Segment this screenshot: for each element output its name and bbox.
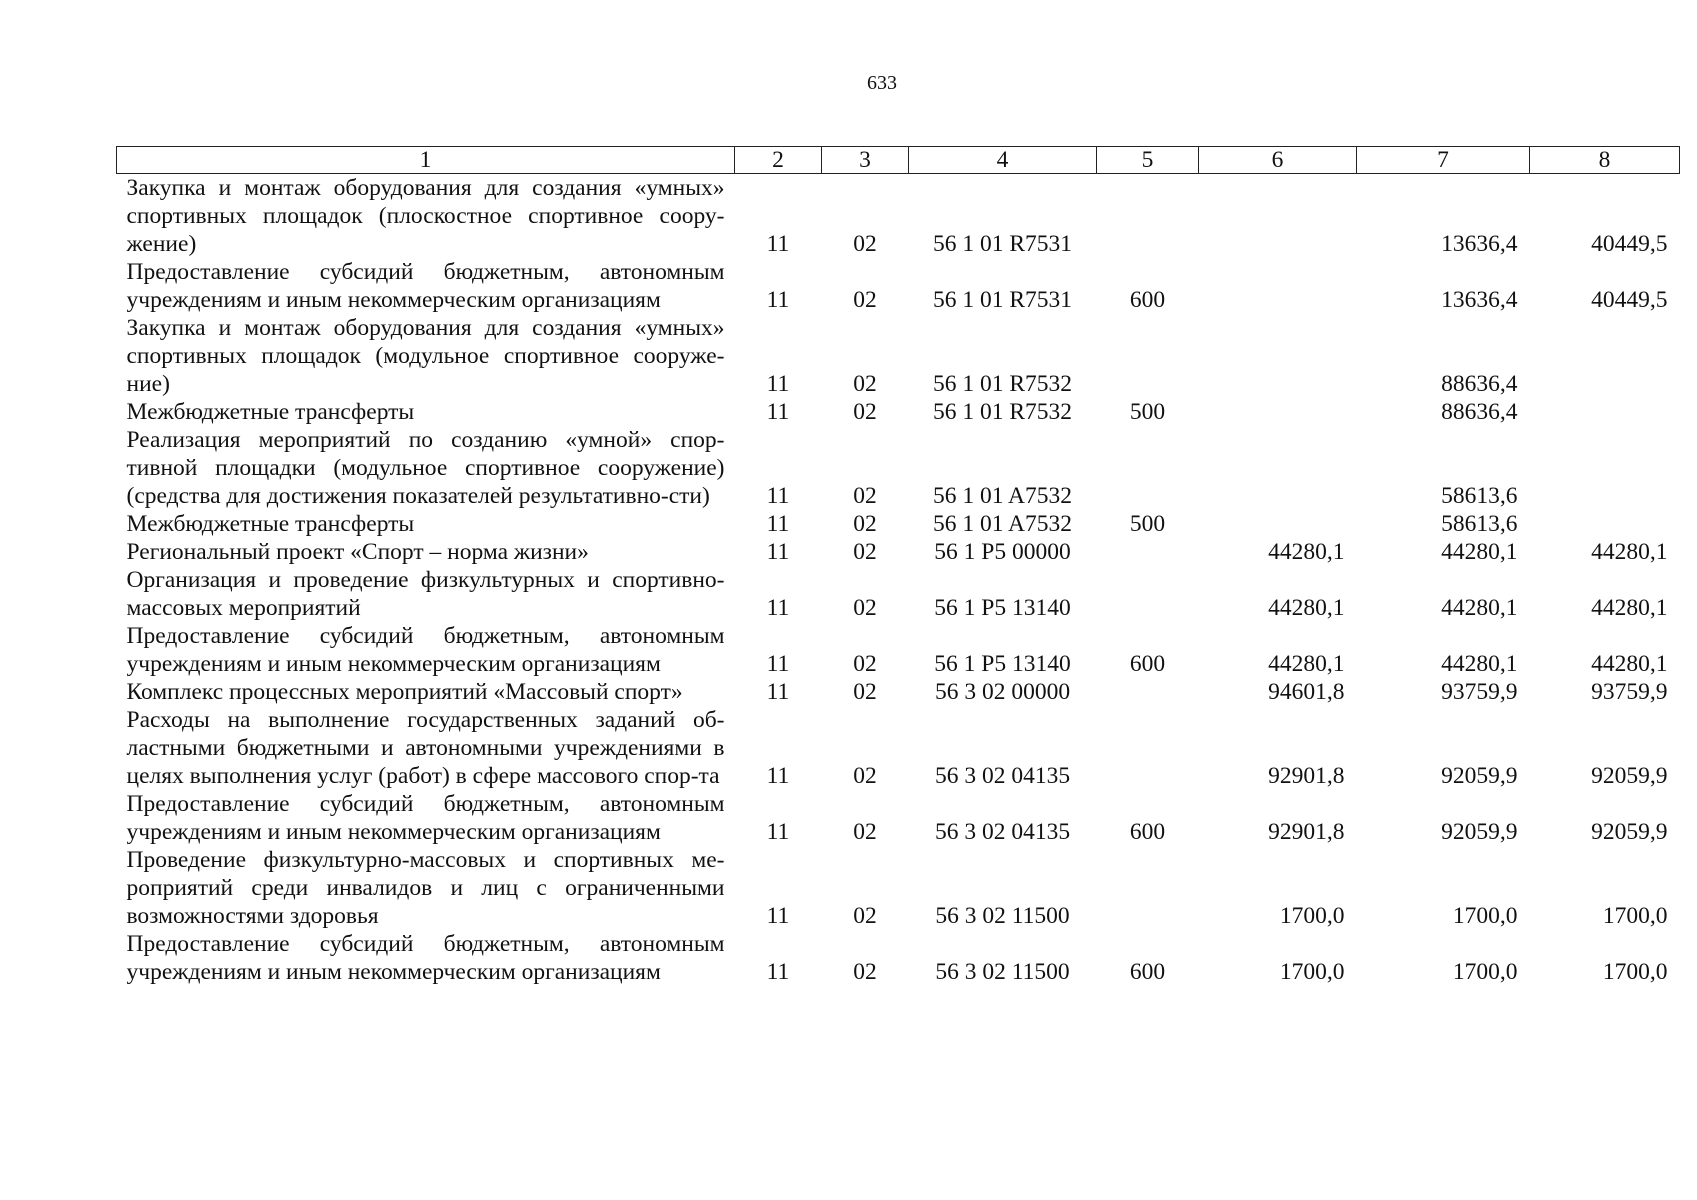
- cell-expense-type: 500: [1129, 511, 1166, 537]
- table-header: [117, 147, 1680, 174]
- cell-subsection: 02: [853, 399, 877, 425]
- cell-expense-type: [1097, 846, 1199, 930]
- cell-target-code: 56 1 01 A7532: [932, 511, 1073, 537]
- cell-section: 11: [766, 483, 790, 509]
- cell-subsection: 02: [853, 483, 877, 509]
- cell-target-code: 56 3 02 04135: [934, 819, 1071, 845]
- cell-amount-col8: 44280,1: [1591, 651, 1668, 677]
- cell-amount-col8: 93759,9: [1591, 679, 1668, 705]
- table-row: [117, 174, 1680, 259]
- cell-amount-col6: [1199, 258, 1357, 314]
- cell-amount-col6: [1199, 510, 1357, 538]
- cell-expense-type: [1097, 314, 1199, 398]
- cell-section: 11: [766, 651, 790, 677]
- cell-amount-col6: [1199, 314, 1357, 398]
- cell-section: 11: [766, 679, 790, 705]
- column-header-6: 6: [1199, 147, 1357, 174]
- column-header-2: 2: [735, 147, 822, 174]
- cell-expense-type: 600: [1129, 651, 1166, 677]
- cell-target-code: 56 1 01 R7532: [932, 371, 1073, 397]
- cell-name: Закупка и монтаж оборудования для создания «умных» спортивных площадок (модульное спортивное сооруже-ние): [126, 315, 725, 397]
- cell-section: 11: [766, 539, 790, 565]
- cell-subsection: 02: [853, 819, 877, 845]
- cell-subsection: 02: [853, 651, 877, 677]
- cell-subsection: 02: [853, 903, 877, 929]
- cell-amount-col6: 44280,1: [1268, 651, 1345, 677]
- table-row: [117, 622, 1680, 678]
- cell-name: Закупка и монтаж оборудования для создания «умных» спортивных площадок (плоскостное спортивное соору-жение): [126, 175, 725, 257]
- cell-name: Межбюджетные трансферты: [126, 399, 415, 425]
- cell-amount-col7: 88636,4: [1441, 399, 1518, 425]
- cell-subsection: 02: [853, 371, 877, 397]
- table-row: [117, 566, 1680, 622]
- cell-section: 11: [766, 595, 790, 621]
- cell-amount-col7: 92059,9: [1441, 819, 1518, 845]
- table-row: [117, 706, 1680, 790]
- cell-name: Предоставление субсидий бюджетным, автономным учреждениям и иным некоммерческим организациям: [126, 623, 725, 677]
- cell-amount-col7: 13636,4: [1441, 231, 1518, 257]
- cell-subsection: 02: [853, 679, 877, 705]
- cell-expense-type: 500: [1129, 399, 1166, 425]
- cell-name: Предоставление субсидий бюджетным, автономным учреждениям и иным некоммерческим организациям: [126, 931, 725, 985]
- page-number: 633: [867, 72, 897, 94]
- cell-subsection: 02: [853, 511, 877, 537]
- cell-amount-col6: 94601,8: [1268, 679, 1345, 705]
- cell-expense-type: [1097, 538, 1199, 566]
- cell-subsection: 02: [853, 287, 877, 313]
- cell-name: Расходы на выполнение государственных заданий об-ластными бюджетными и автономными учреждениями в целях выполнения услуг (работ) в сфере массового спор-та: [126, 707, 725, 789]
- cell-expense-type: [1097, 566, 1199, 622]
- cell-name: Реализация мероприятий по созданию «умной» спор-тивной площадки (модульное спортивное сооружение) (средства для достижения показателей результативно-сти): [126, 427, 725, 509]
- cell-amount-col8: 92059,9: [1591, 763, 1668, 789]
- cell-section: 11: [766, 903, 790, 929]
- cell-amount-col6: [1199, 398, 1357, 426]
- cell-subsection: 02: [853, 595, 877, 621]
- header-row: [117, 147, 1680, 174]
- cell-expense-type: 600: [1129, 819, 1166, 845]
- column-header-4: 4: [909, 147, 1097, 174]
- cell-amount-col8: 92059,9: [1591, 819, 1668, 845]
- cell-amount-col6: 1700,0: [1279, 903, 1345, 929]
- cell-target-code: 56 1 01 A7532: [932, 483, 1073, 509]
- cell-subsection: 02: [853, 231, 877, 257]
- cell-amount-col7: 44280,1: [1441, 651, 1518, 677]
- table-row: [117, 314, 1680, 398]
- table-row: [117, 678, 1680, 706]
- cell-amount-col6: 44280,1: [1268, 595, 1345, 621]
- cell-amount-col6: 92901,8: [1268, 819, 1345, 845]
- table-row: [117, 846, 1680, 930]
- cell-amount-col7: 58613,6: [1441, 483, 1518, 509]
- cell-name: Проведение физкультурно-массовых и спортивных ме-роприятий среди инвалидов и лиц с ограниченными возможностями здоровья: [126, 847, 725, 929]
- cell-target-code: 56 3 02 11500: [935, 959, 1070, 985]
- column-header-5: 5: [1097, 147, 1199, 174]
- cell-name: Межбюджетные трансферты: [126, 511, 415, 537]
- table-body: [117, 174, 1680, 987]
- cell-amount-col8: 40449,5: [1591, 287, 1668, 313]
- cell-expense-type: 600: [1129, 287, 1166, 313]
- cell-amount-col7: 44280,1: [1441, 595, 1518, 621]
- cell-target-code: 56 1 01 R7531: [932, 287, 1073, 313]
- cell-expense-type: [1097, 706, 1199, 790]
- cell-amount-col8: 40449,5: [1591, 231, 1668, 257]
- cell-target-code: 56 1 01 R7532: [932, 399, 1073, 425]
- table-row: [117, 398, 1680, 426]
- cell-target-code: 56 1 P5 13140: [934, 651, 1071, 677]
- cell-amount-col8: [1530, 398, 1680, 426]
- cell-amount-col8: 1700,0: [1602, 959, 1668, 985]
- cell-target-code: 56 3 02 11500: [935, 903, 1070, 929]
- column-header-7: 7: [1357, 147, 1530, 174]
- table-row: [117, 258, 1680, 314]
- cell-subsection: 02: [853, 959, 877, 985]
- cell-expense-type: 600: [1129, 959, 1166, 985]
- cell-name: Региональный проект «Спорт – норма жизни»: [126, 539, 589, 565]
- table-row: [117, 510, 1680, 538]
- cell-amount-col7: 88636,4: [1441, 371, 1518, 397]
- cell-section: 11: [766, 231, 790, 257]
- cell-subsection: 02: [853, 763, 877, 789]
- cell-amount-col6: [1199, 426, 1357, 510]
- cell-name: Предоставление субсидий бюджетным, автономным учреждениям и иным некоммерческим организациям: [126, 791, 725, 845]
- column-header-1: 1: [117, 147, 735, 174]
- cell-amount-col7: 93759,9: [1441, 679, 1518, 705]
- cell-amount-col6: 44280,1: [1268, 539, 1345, 565]
- cell-amount-col8: [1530, 510, 1680, 538]
- cell-target-code: 56 1 P5 13140: [934, 595, 1071, 621]
- cell-amount-col6: [1199, 174, 1357, 259]
- cell-target-code: 56 1 01 R7531: [932, 231, 1073, 257]
- cell-amount-col7: 13636,4: [1441, 287, 1518, 313]
- cell-expense-type: [1097, 426, 1199, 510]
- cell-amount-col7: 1700,0: [1452, 959, 1518, 985]
- cell-name: Предоставление субсидий бюджетным, автономным учреждениям и иным некоммерческим организациям: [126, 259, 725, 313]
- cell-section: 11: [766, 763, 790, 789]
- cell-target-code: 56 1 P5 00000: [934, 539, 1071, 565]
- cell-amount-col6: 1700,0: [1279, 959, 1345, 985]
- table-row: [117, 930, 1680, 986]
- table-row: [117, 538, 1680, 566]
- cell-amount-col8: 44280,1: [1591, 539, 1668, 565]
- column-header-3: 3: [822, 147, 909, 174]
- cell-name: Комплекс процессных мероприятий «Массовый спорт»: [126, 679, 683, 705]
- cell-expense-type: [1097, 678, 1199, 706]
- cell-amount-col8: 44280,1: [1591, 595, 1668, 621]
- cell-amount-col6: 92901,8: [1268, 763, 1345, 789]
- cell-subsection: 02: [853, 539, 877, 565]
- column-header-8: 8: [1530, 147, 1680, 174]
- cell-target-code: 56 3 02 00000: [934, 679, 1071, 705]
- cell-amount-col8: 1700,0: [1602, 903, 1668, 929]
- cell-amount-col7: 1700,0: [1452, 903, 1518, 929]
- cell-expense-type: [1097, 174, 1199, 259]
- budget-table: [116, 146, 1680, 986]
- cell-section: 11: [766, 287, 790, 313]
- cell-amount-col7: 58613,6: [1441, 511, 1518, 537]
- cell-section: 11: [766, 819, 790, 845]
- cell-amount-col8: [1530, 426, 1680, 510]
- cell-section: 11: [766, 511, 790, 537]
- cell-target-code: 56 3 02 04135: [934, 763, 1071, 789]
- cell-section: 11: [766, 371, 790, 397]
- table-row: [117, 790, 1680, 846]
- cell-amount-col8: [1530, 314, 1680, 398]
- cell-amount-col7: 44280,1: [1441, 539, 1518, 565]
- cell-name: Организация и проведение физкультурных и спортивно-массовых мероприятий: [126, 567, 725, 621]
- table-row: [117, 426, 1680, 510]
- cell-amount-col7: 92059,9: [1441, 763, 1518, 789]
- cell-section: 11: [766, 959, 790, 985]
- cell-section: 11: [766, 399, 790, 425]
